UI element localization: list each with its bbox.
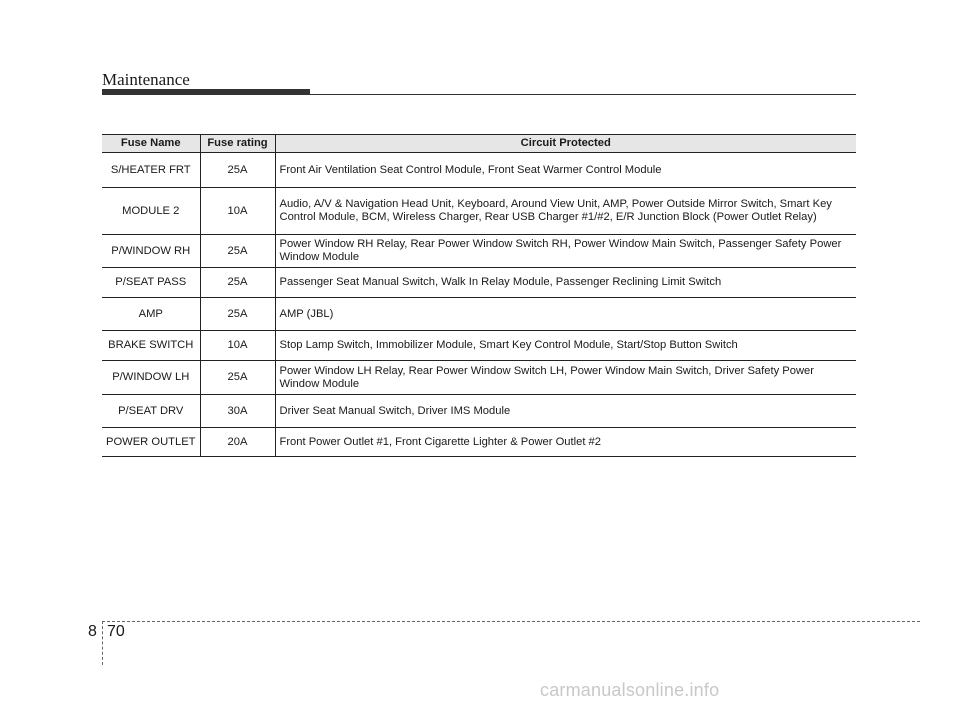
watermark-text: carmanualsonline.info [540, 680, 720, 700]
fuse-rating-cell: 10A [200, 331, 275, 361]
fuse-rating-cell: 25A [200, 361, 275, 395]
header-rule [310, 94, 856, 95]
circuit-protected-cell: Audio, A/V & Navigation Head Unit, Keyboard, Around View Unit, AMP, Power Outside Mirror Switch, Smart Key Control Module, BCM, Wireless Charger, Rear USB Charger #1/#2, E/R Junction Block (Power Outlet Relay) [275, 188, 856, 235]
fuse-rating-cell: 25A [200, 235, 275, 268]
fuse-name-cell: P/SEAT PASS [102, 268, 200, 298]
fuse-name-cell: MODULE 2 [102, 188, 200, 235]
fuse-rating-cell: 25A [200, 268, 275, 298]
fuse-name-cell: S/HEATER FRT [102, 153, 200, 188]
footer-rule [102, 621, 920, 622]
circuit-protected-cell: Front Air Ventilation Seat Control Module, Front Seat Warmer Control Module [275, 153, 856, 188]
fuse-name-cell: P/WINDOW RH [102, 235, 200, 268]
fuse-name-cell: P/WINDOW LH [102, 361, 200, 395]
table-row [102, 298, 856, 331]
fuse-name-cell: POWER OUTLET [102, 428, 200, 457]
fuse-table [102, 134, 856, 457]
fuse-rating-cell: 25A [200, 298, 275, 331]
fuse-rating-cell: 30A [200, 395, 275, 428]
table-row [102, 331, 856, 361]
section-number: 8 [88, 623, 97, 640]
fuse-name-cell: BRAKE SWITCH [102, 331, 200, 361]
table-row [102, 235, 856, 268]
fuse-name-cell: P/SEAT DRV [102, 395, 200, 428]
footer-rule-vertical [102, 621, 103, 665]
fuse-rating-cell: 25A [200, 153, 275, 188]
table-row [102, 361, 856, 395]
table-header-row [102, 135, 856, 153]
header-bar [102, 89, 310, 95]
circuit-protected-cell: Passenger Seat Manual Switch, Walk In Relay Module, Passenger Reclining Limit Switch [275, 268, 856, 298]
fuse-rating-cell: 10A [200, 188, 275, 235]
circuit-protected-cell: AMP (JBL) [275, 298, 856, 331]
table-row [102, 268, 856, 298]
circuit-protected-cell: Power Window RH Relay, Rear Power Window Switch RH, Power Window Main Switch, Passenger Safety Power Window Module [275, 235, 856, 268]
table-row [102, 188, 856, 235]
circuit-protected-cell: Front Power Outlet #1, Front Cigarette Lighter & Power Outlet #2 [275, 428, 856, 457]
table-row [102, 428, 856, 457]
fuse-rating-cell: 20A [200, 428, 275, 457]
column-header-circuit-protected: Circuit Protected [275, 135, 856, 153]
table-row [102, 395, 856, 428]
column-header-fuse-name: Fuse Name [102, 135, 200, 153]
fuse-name-cell: AMP [102, 298, 200, 331]
page-number: 70 [107, 623, 125, 640]
circuit-protected-cell: Stop Lamp Switch, Immobilizer Module, Smart Key Control Module, Start/Stop Button Switch [275, 331, 856, 361]
circuit-protected-cell: Power Window LH Relay, Rear Power Window Switch LH, Power Window Main Switch, Driver Safety Power Window Module [275, 361, 856, 395]
circuit-protected-cell: Driver Seat Manual Switch, Driver IMS Module [275, 395, 856, 428]
table-row [102, 153, 856, 188]
page-header-title: Maintenance [102, 70, 190, 89]
column-header-fuse-rating: Fuse rating [200, 135, 275, 153]
